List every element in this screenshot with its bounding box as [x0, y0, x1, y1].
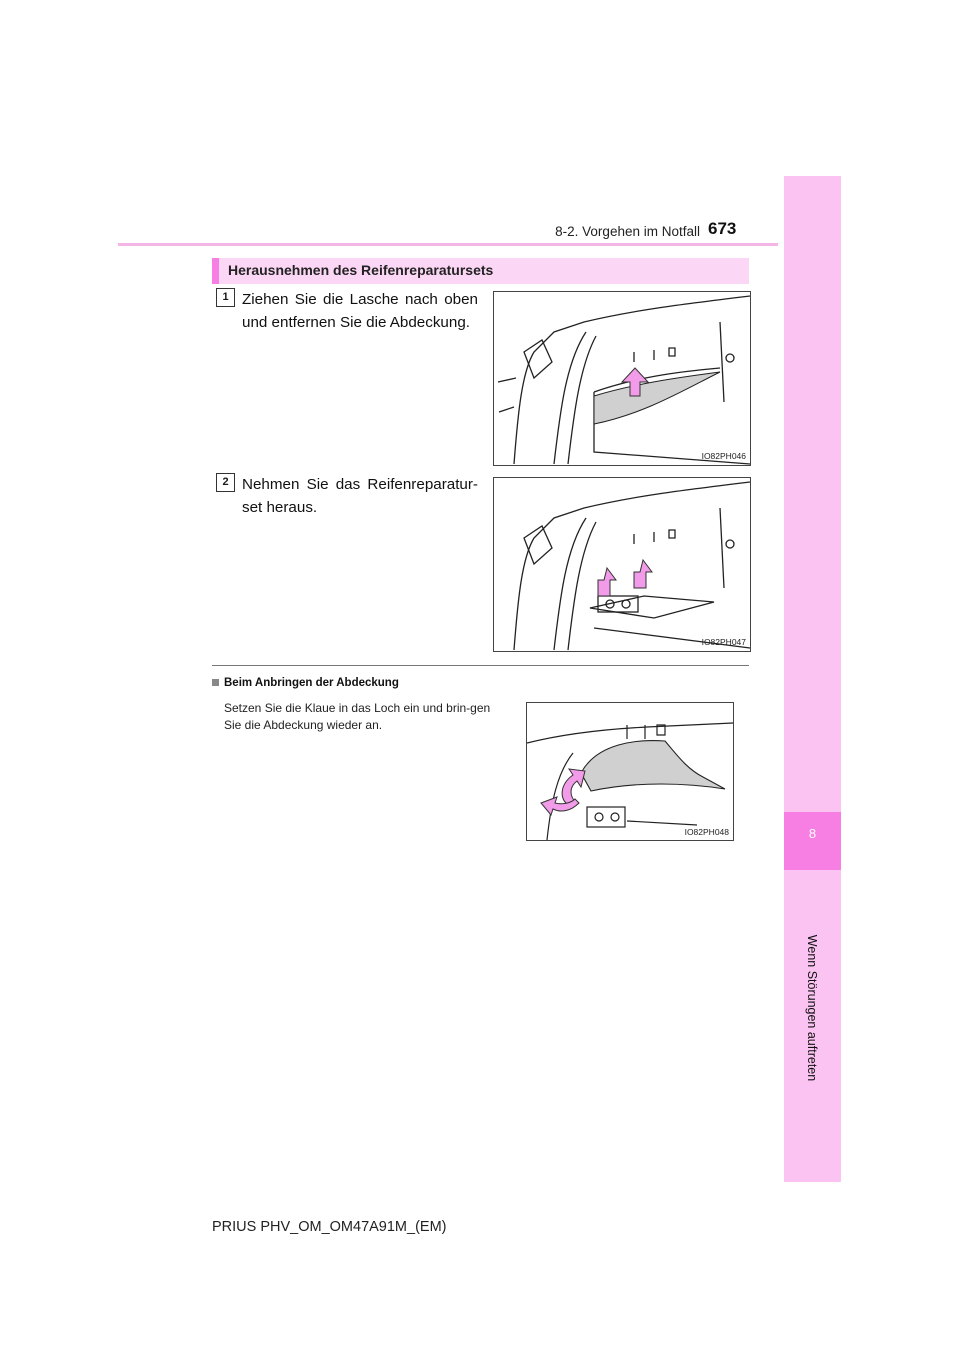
figure-code-2: IO82PH047: [701, 637, 746, 647]
figure-code-1: IO82PH046: [701, 451, 746, 461]
step-number-1: 1: [216, 288, 235, 307]
figure-reattach-cover: [526, 702, 734, 841]
header-divider: [118, 243, 778, 246]
figure-remove-repair-kit: [493, 477, 751, 652]
section-divider: [212, 665, 749, 666]
trunk-illustration-3: [527, 703, 733, 840]
step-number-2: 2: [216, 473, 235, 492]
chapter-number-box: [784, 812, 841, 870]
figure-remove-cover: [493, 291, 751, 466]
trunk-illustration-1: [494, 292, 750, 465]
step-text-2: Nehmen Sie das Reifenreparatur-set heraus.: [242, 476, 478, 516]
note-bullet-icon: [212, 679, 219, 686]
chapter-side-label: Wenn Störungen auftreten: [805, 934, 819, 1082]
step-text-1: Ziehen Sie die Lasche nach oben und entfernen Sie die Abdeckung.: [242, 291, 478, 331]
header-section-title: 8-2. Vorgehen im Notfall: [555, 224, 700, 239]
chapter-number: 8: [808, 826, 817, 841]
note-text: Setzen Sie die Klaue in das Loch ein und brin-gen Sie die Abdeckung wieder an.: [224, 701, 491, 732]
footer-model-code: PRIUS PHV_OM_OM47A91M_(EM): [212, 1219, 447, 1235]
figure-code-3: IO82PH048: [684, 827, 729, 837]
page-number: 673: [708, 219, 737, 238]
trunk-illustration-2: [494, 478, 750, 651]
note-title: Beim Anbringen der Abdeckung: [224, 677, 399, 689]
section-title: Herausnehmen des Reifenreparatursets: [228, 262, 494, 278]
section-heading-accent: [212, 258, 219, 284]
